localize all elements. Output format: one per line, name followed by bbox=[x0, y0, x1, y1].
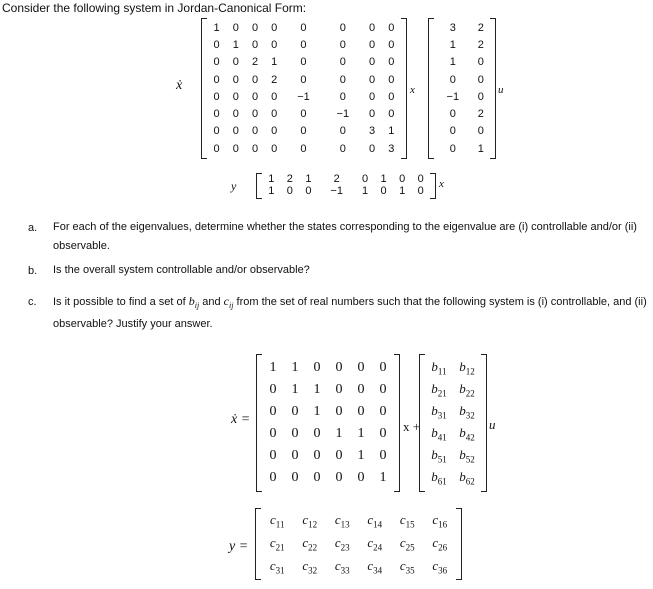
matrix-cell: 1 bbox=[399, 185, 406, 197]
matrix-cell: 1 bbox=[213, 21, 220, 34]
matrix-cell: 0 bbox=[449, 125, 456, 138]
matrix-cell: 0 bbox=[305, 185, 312, 197]
sys1-cx-label: x bbox=[439, 178, 444, 190]
matrix-cell: 0 bbox=[251, 108, 259, 121]
matrix-cell: 1 bbox=[388, 125, 395, 138]
matrix-cell: 3 bbox=[449, 21, 456, 34]
matrix-cell: 0 bbox=[232, 73, 239, 86]
matrix-cell: 0 bbox=[335, 360, 343, 375]
matrix-cell: 0 bbox=[271, 90, 278, 103]
matrix-cell: $c_{24}$ bbox=[367, 534, 383, 553]
matrix-cell: 0 bbox=[300, 21, 307, 34]
matrix-cell: $c_{34}$ bbox=[367, 557, 383, 576]
matrix-cell: 0 bbox=[380, 185, 387, 197]
matrix-cell: $b_{42}$ bbox=[459, 425, 475, 443]
matrix-cell: $b_{12}$ bbox=[459, 359, 475, 377]
matrix-cell: 1 bbox=[291, 382, 299, 397]
matrix-cell: 0 bbox=[357, 470, 365, 485]
matrix-cell: 0 bbox=[313, 470, 321, 485]
matrix-cell: 0 bbox=[213, 38, 220, 51]
matrix-cell: 0 bbox=[251, 142, 259, 155]
matrix-cell: $b_{22}$ bbox=[459, 381, 475, 399]
question-b-label: b. bbox=[28, 265, 38, 277]
matrix-cell: −1 bbox=[336, 108, 350, 121]
matrix-cell: 0 bbox=[313, 448, 321, 463]
matrix-cell: $c_{23}$ bbox=[334, 534, 350, 553]
matrix-cell: 0 bbox=[369, 90, 376, 103]
matrix-cell: $c_{21}$ bbox=[269, 534, 285, 553]
matrix-cell: 0 bbox=[449, 73, 456, 86]
matrix-cell: 2 bbox=[477, 21, 484, 34]
matrix-cell: 1 bbox=[361, 185, 369, 197]
matrix-cell: 0 bbox=[388, 38, 395, 51]
matrix-cell: 0 bbox=[271, 21, 278, 34]
matrix-cell: 0 bbox=[213, 73, 220, 86]
matrix-cell: 0 bbox=[335, 404, 343, 419]
matrix-cell: 0 bbox=[251, 38, 259, 51]
matrix-cell: 0 bbox=[449, 142, 456, 155]
matrix-cell: $c_{22}$ bbox=[302, 534, 318, 553]
matrix-cell: 2 bbox=[477, 38, 484, 51]
matrix-cell: 2 bbox=[251, 56, 259, 69]
matrix-cell: 0 bbox=[379, 382, 387, 397]
matrix-cell: 0 bbox=[379, 448, 387, 463]
matrix-cell: $b_{51}$ bbox=[431, 447, 447, 465]
matrix-cell: 2 bbox=[477, 108, 484, 121]
matrix-cell: 1 bbox=[305, 173, 312, 185]
matrix-cell: 0 bbox=[213, 125, 220, 138]
matrix-cell: 0 bbox=[339, 56, 346, 69]
matrix-cell: 1 bbox=[269, 360, 277, 375]
matrix-cell: 0 bbox=[339, 73, 346, 86]
matrix-cell: 0 bbox=[357, 360, 365, 375]
matrix-cell: 0 bbox=[251, 90, 259, 103]
matrix-cell: 0 bbox=[379, 426, 387, 441]
matrix-cell: 0 bbox=[477, 56, 484, 69]
question-c-text: Is it possible to find a set of $b_{ij}$ and $c_{ij}$ from the set of real numbers such that the following system is (i) controllable, and (ii) observable? Justify your answer. bbox=[53, 294, 647, 331]
matrix-cell: 0 bbox=[339, 21, 346, 34]
matrix-cell: 0 bbox=[232, 125, 239, 138]
matrix-cell: 3 bbox=[369, 125, 376, 138]
matrix-cell: 0 bbox=[232, 21, 239, 34]
matrix-cell: 0 bbox=[477, 90, 484, 103]
matrix-cell: 0 bbox=[357, 404, 365, 419]
matrix-cell: 1 bbox=[268, 173, 275, 185]
matrix-cell: 0 bbox=[213, 56, 220, 69]
matrix-cell: −1 bbox=[446, 90, 460, 103]
matrix-cell: 0 bbox=[313, 360, 321, 375]
matrix-cell: 1 bbox=[357, 426, 365, 441]
matrix-cell: 0 bbox=[339, 38, 346, 51]
matrix-cell: 1 bbox=[232, 38, 239, 51]
matrix-cell: $b_{41}$ bbox=[431, 425, 447, 443]
matrix-cell: 3 bbox=[388, 142, 395, 155]
question-a-label: a. bbox=[28, 222, 38, 234]
matrix-cell: 0 bbox=[271, 142, 278, 155]
matrix-cell: 0 bbox=[271, 108, 278, 121]
matrix-cell: 0 bbox=[477, 73, 484, 86]
sys1-C-matrix bbox=[256, 173, 436, 199]
question-a-text: For each of the eigenvalues, determine whether the states corresponding to the eigenvalue are (i) controllable and/or (ii) observable. bbox=[53, 221, 637, 252]
matrix-cell: 0 bbox=[300, 56, 307, 69]
matrix-cell: 0 bbox=[449, 108, 456, 121]
matrix-cell: 0 bbox=[313, 426, 321, 441]
matrix-cell: $c_{13}$ bbox=[334, 511, 350, 530]
matrix-cell: $c_{12}$ bbox=[302, 511, 318, 530]
sys2-y-label: y = bbox=[229, 539, 249, 554]
matrix-cell: 0 bbox=[232, 108, 239, 121]
matrix-cell: $b_{62}$ bbox=[459, 469, 475, 487]
intro-text: Consider the following system in Jordan-Canonical Form: bbox=[2, 1, 307, 15]
matrix-cell: 0 bbox=[417, 185, 424, 197]
matrix-cell: $b_{21}$ bbox=[431, 381, 447, 399]
matrix-cell: 0 bbox=[251, 125, 259, 138]
matrix-cell: 0 bbox=[291, 470, 299, 485]
matrix-cell: 0 bbox=[291, 448, 299, 463]
matrix-cell: 0 bbox=[369, 108, 376, 121]
matrix-cell: 0 bbox=[251, 73, 259, 86]
matrix-cell: $c_{31}$ bbox=[269, 557, 285, 576]
matrix-cell: −1 bbox=[297, 90, 310, 103]
matrix-cell: 0 bbox=[339, 142, 346, 155]
question-c-label: c. bbox=[28, 296, 37, 308]
matrix-cell: 2 bbox=[333, 173, 340, 185]
matrix-cell: $c_{14}$ bbox=[367, 511, 383, 530]
matrix-cell: 0 bbox=[300, 73, 307, 86]
matrix-cell: 0 bbox=[213, 142, 220, 155]
matrix-cell: 0 bbox=[369, 21, 376, 34]
matrix-cell: 1 bbox=[380, 173, 387, 185]
matrix-cell: 1 bbox=[268, 185, 275, 197]
matrix-cell: 0 bbox=[335, 382, 343, 397]
matrix-cell: 0 bbox=[232, 90, 239, 103]
sys1-x-label: x bbox=[410, 84, 415, 96]
matrix-cell: $b_{31}$ bbox=[431, 403, 447, 421]
matrix-cell: 0 bbox=[369, 56, 376, 69]
matrix-cell: $c_{15}$ bbox=[399, 511, 415, 530]
sys2-xdot-label: ẋ = bbox=[231, 412, 251, 427]
matrix-cell: 0 bbox=[388, 21, 395, 34]
matrix-cell: 0 bbox=[339, 125, 346, 138]
matrix-cell: −1 bbox=[330, 185, 343, 197]
matrix-cell: 1 bbox=[379, 470, 387, 485]
matrix-cell: 0 bbox=[388, 56, 395, 69]
matrix-cell: 0 bbox=[269, 404, 277, 419]
matrix-cell: $c_{11}$ bbox=[270, 511, 285, 530]
matrix-cell: 1 bbox=[477, 142, 484, 155]
matrix-cell: 0 bbox=[269, 426, 277, 441]
sys2-A-matrix bbox=[256, 354, 400, 492]
sys1-u-label: u bbox=[498, 84, 504, 96]
matrix-cell: $c_{33}$ bbox=[334, 557, 350, 576]
matrix-cell: 0 bbox=[477, 125, 484, 138]
matrix-cell: 0 bbox=[369, 73, 376, 86]
matrix-cell: 0 bbox=[213, 90, 220, 103]
matrix-cell: 0 bbox=[251, 21, 259, 34]
matrix-cell: 1 bbox=[449, 56, 456, 69]
matrix-cell: 0 bbox=[300, 38, 307, 51]
matrix-cell: 0 bbox=[271, 125, 278, 138]
matrix-cell: $c_{16}$ bbox=[432, 511, 448, 530]
matrix-cell: 0 bbox=[300, 108, 307, 121]
matrix-cell: 1 bbox=[313, 404, 321, 419]
matrix-cell: $b_{61}$ bbox=[431, 469, 447, 487]
matrix-cell: 0 bbox=[369, 38, 376, 51]
matrix-cell: 0 bbox=[269, 382, 277, 397]
sys2-B-matrix bbox=[419, 354, 487, 492]
matrix-cell: $b_{32}$ bbox=[459, 403, 475, 421]
matrix-cell: $c_{32}$ bbox=[302, 557, 318, 576]
matrix-cell: 0 bbox=[379, 404, 387, 419]
matrix-cell: 0 bbox=[300, 142, 307, 155]
matrix-cell: 0 bbox=[369, 142, 376, 155]
matrix-cell: 0 bbox=[213, 108, 220, 121]
sys2-xplus-label: x + bbox=[403, 419, 421, 434]
xdot-label: ẋ bbox=[176, 78, 183, 93]
matrix-cell: 1 bbox=[291, 360, 299, 375]
sys2-C-matrix bbox=[255, 508, 462, 580]
matrix-cell: $c_{36}$ bbox=[432, 557, 448, 576]
matrix-cell: 2 bbox=[286, 173, 293, 185]
matrix-cell: 0 bbox=[291, 426, 299, 441]
matrix-cell: 0 bbox=[399, 173, 406, 185]
matrix-cell: 0 bbox=[269, 448, 277, 463]
matrix-cell: 0 bbox=[232, 56, 239, 69]
matrix-cell: 1 bbox=[313, 382, 321, 397]
matrix-cell: 1 bbox=[357, 448, 365, 463]
matrix-cell: $b_{11}$ bbox=[431, 359, 447, 377]
matrix-cell: 0 bbox=[271, 38, 278, 51]
sys2-u-label: u bbox=[489, 417, 496, 432]
matrix-cell: 2 bbox=[271, 73, 278, 86]
question-b-text: Is the overall system controllable and/or observable? bbox=[53, 264, 310, 276]
matrix-cell: 0 bbox=[300, 125, 307, 138]
matrix-cell: 1 bbox=[449, 38, 456, 51]
matrix-cell: $c_{25}$ bbox=[399, 534, 415, 553]
matrix-cell: $c_{35}$ bbox=[399, 557, 415, 576]
matrix-cell: $b_{52}$ bbox=[459, 447, 475, 465]
matrix-cell: 0 bbox=[388, 108, 395, 121]
matrix-cell: 0 bbox=[291, 404, 299, 419]
sys1-B-matrix bbox=[428, 18, 496, 159]
matrix-cell: 0 bbox=[269, 470, 277, 485]
matrix-cell: 0 bbox=[357, 382, 365, 397]
sys1-y-label: y bbox=[231, 179, 237, 193]
matrix-cell: 0 bbox=[379, 360, 387, 375]
matrix-cell: $c_{26}$ bbox=[432, 534, 448, 553]
sys1-A-matrix bbox=[201, 18, 407, 159]
matrix-cell: 0 bbox=[388, 73, 395, 86]
matrix-cell: 0 bbox=[361, 173, 369, 185]
matrix-cell: 0 bbox=[335, 470, 343, 485]
matrix-cell: 0 bbox=[388, 90, 395, 103]
matrix-cell: 1 bbox=[335, 426, 343, 441]
matrix-cell: 0 bbox=[286, 185, 293, 197]
matrix-cell: 0 bbox=[417, 173, 424, 185]
matrix-cell: 0 bbox=[335, 448, 343, 463]
matrix-cell: 0 bbox=[232, 142, 239, 155]
matrix-cell: 0 bbox=[339, 90, 346, 103]
matrix-cell: 1 bbox=[271, 56, 278, 69]
